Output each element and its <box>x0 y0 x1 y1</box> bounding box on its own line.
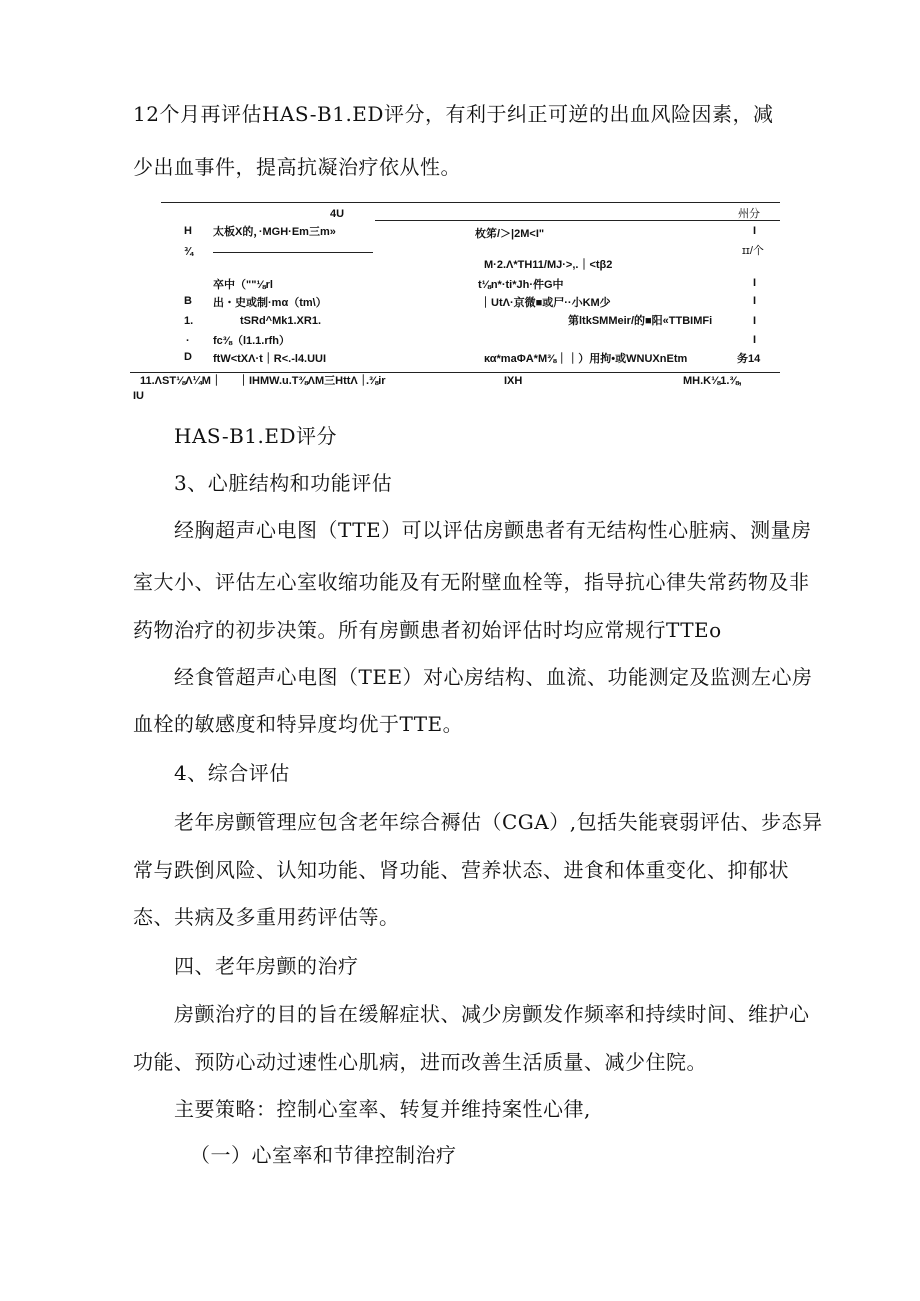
row-letter: 1. <box>184 315 194 327</box>
table-header-rule <box>375 220 780 221</box>
section-4-heading: 4、综合评估 <box>174 761 290 785</box>
table-header-right: 州分 <box>738 208 760 220</box>
table-bottom-rule <box>130 372 780 373</box>
table-cell-right: ɪɪ/个 <box>742 245 764 257</box>
table-cell-right: I <box>753 315 757 327</box>
has-bled-table <box>0 0 920 410</box>
table-cell-left: ftW<tXΛ·t｜R<.-l4.UUI <box>213 353 327 365</box>
table-header-mid: 4U <box>330 208 345 220</box>
table-cell-left: 太板X的，·MGH·Em三m» <box>213 226 336 238</box>
table-cell-mid: M·2.Λ*TH11/MJ·>,.｜<tβ2 <box>484 259 613 271</box>
table-cell-left: tSRd^Mk1.XR1. <box>240 315 321 327</box>
table-cell-left: fc⅜（l1.1.rfh） <box>213 335 291 347</box>
row-letter: . <box>186 332 190 344</box>
table-footer-cell: IXH <box>504 375 523 387</box>
table-footer-cell: 11.ΛST⅛Λ¼M｜ <box>140 375 222 387</box>
table-cell-right: I <box>753 225 757 237</box>
table-cell-mid: κα*maΦA*M⅜｜｜）用拘•或WNUXnEtm <box>484 353 688 365</box>
table-cell-left: 卒中（""⅛rl <box>213 279 273 291</box>
section-3-heading: 3、心脏结构和功能评估 <box>174 471 393 495</box>
tee-line-1: 经食管超声心电图（TEE）对心房结构、血流、功能测定及监测左心房 <box>174 665 813 689</box>
goal-line-1: 房颤治疗的目的旨在缓解症状、减少房颤发作频率和持续时间、维护心 <box>174 1002 810 1026</box>
cga-line-1: 老年房颤管理应包含老年综合褥估（CGA）,包括失能衰弱评估、步态异 <box>174 810 823 834</box>
table-cell-left: 出・史或制·mα（tm\） <box>213 297 327 309</box>
cga-line-3: 态、共病及多重用药评估等。 <box>133 905 400 929</box>
tte-line-1: 经胸超声心电图（TTE）可以评估房颤患者有无结构性心脏病、测量房 <box>174 518 812 542</box>
table-cell-right: 务14 <box>737 353 761 365</box>
table-cell-mid: ｜UtΛ·京微■或尸··小KM少 <box>480 297 611 309</box>
row-letter: D <box>184 351 192 363</box>
tte-line-3: 药物治疗的初步决策。所有房颤患者初始评估时均应常规行TTEo <box>133 618 722 642</box>
subsection-heading: （一）心室率和节律控制治疗 <box>190 1143 457 1167</box>
table-cell-right: I <box>753 334 757 346</box>
table-top-rule <box>161 202 780 203</box>
intro-line-2: 少出血事件，提高抗凝治疗依从性。 <box>133 155 461 179</box>
table-cell-right: I <box>753 277 757 289</box>
table-cell-mid: 第ltkSMMeir/的■阳«TTBIMFi <box>568 315 713 327</box>
table-footer-extra: IU <box>133 390 144 402</box>
strategy-line: 主要策略：控制心室率、转复并维持案性心律, <box>174 1097 591 1121</box>
table-caption: HAS-B1.ED评分 <box>174 424 337 448</box>
row-letter: ¾ <box>184 246 194 258</box>
row-letter: B <box>184 295 192 307</box>
table-cell-mid: 枚笫/＞|2M<I" <box>475 228 545 240</box>
intro-line-1: 12个月再评估HAS-B1.ED评分，有利于纠正可逆的出血风险因素，减 <box>133 102 774 126</box>
cga-line-2: 常与跌倒风险、认知功能、肾功能、营养状态、进食和体重变化、抑郁状 <box>133 858 789 882</box>
goal-line-2: 功能、预防心动过速性心肌病，进而改善生活质量、减少住院。 <box>133 1050 707 1074</box>
table-footer-cell: MH.K⅛1.⅜, <box>683 375 742 387</box>
table-left-subrule <box>213 252 373 253</box>
table-cell-right: I <box>753 295 757 307</box>
table-footer-cell: ｜IHMW.u.T⅜ΛM三HttΛ｜ <box>238 375 369 387</box>
row-letter: H <box>184 225 192 237</box>
tte-line-2: 室大小、评估左心室收缩功能及有无附壁血栓等，指导抗心律失常药物及非 <box>133 570 810 594</box>
table-cell-mid: t⅛n*·ti*Jh·件G中 <box>478 279 564 291</box>
part-4-heading: 四、老年房颤的治疗 <box>174 954 359 978</box>
tee-line-2: 血栓的敏感度和特异度均优于TTE。 <box>133 712 464 736</box>
table-footer-cell: .⅜ir <box>366 375 386 387</box>
